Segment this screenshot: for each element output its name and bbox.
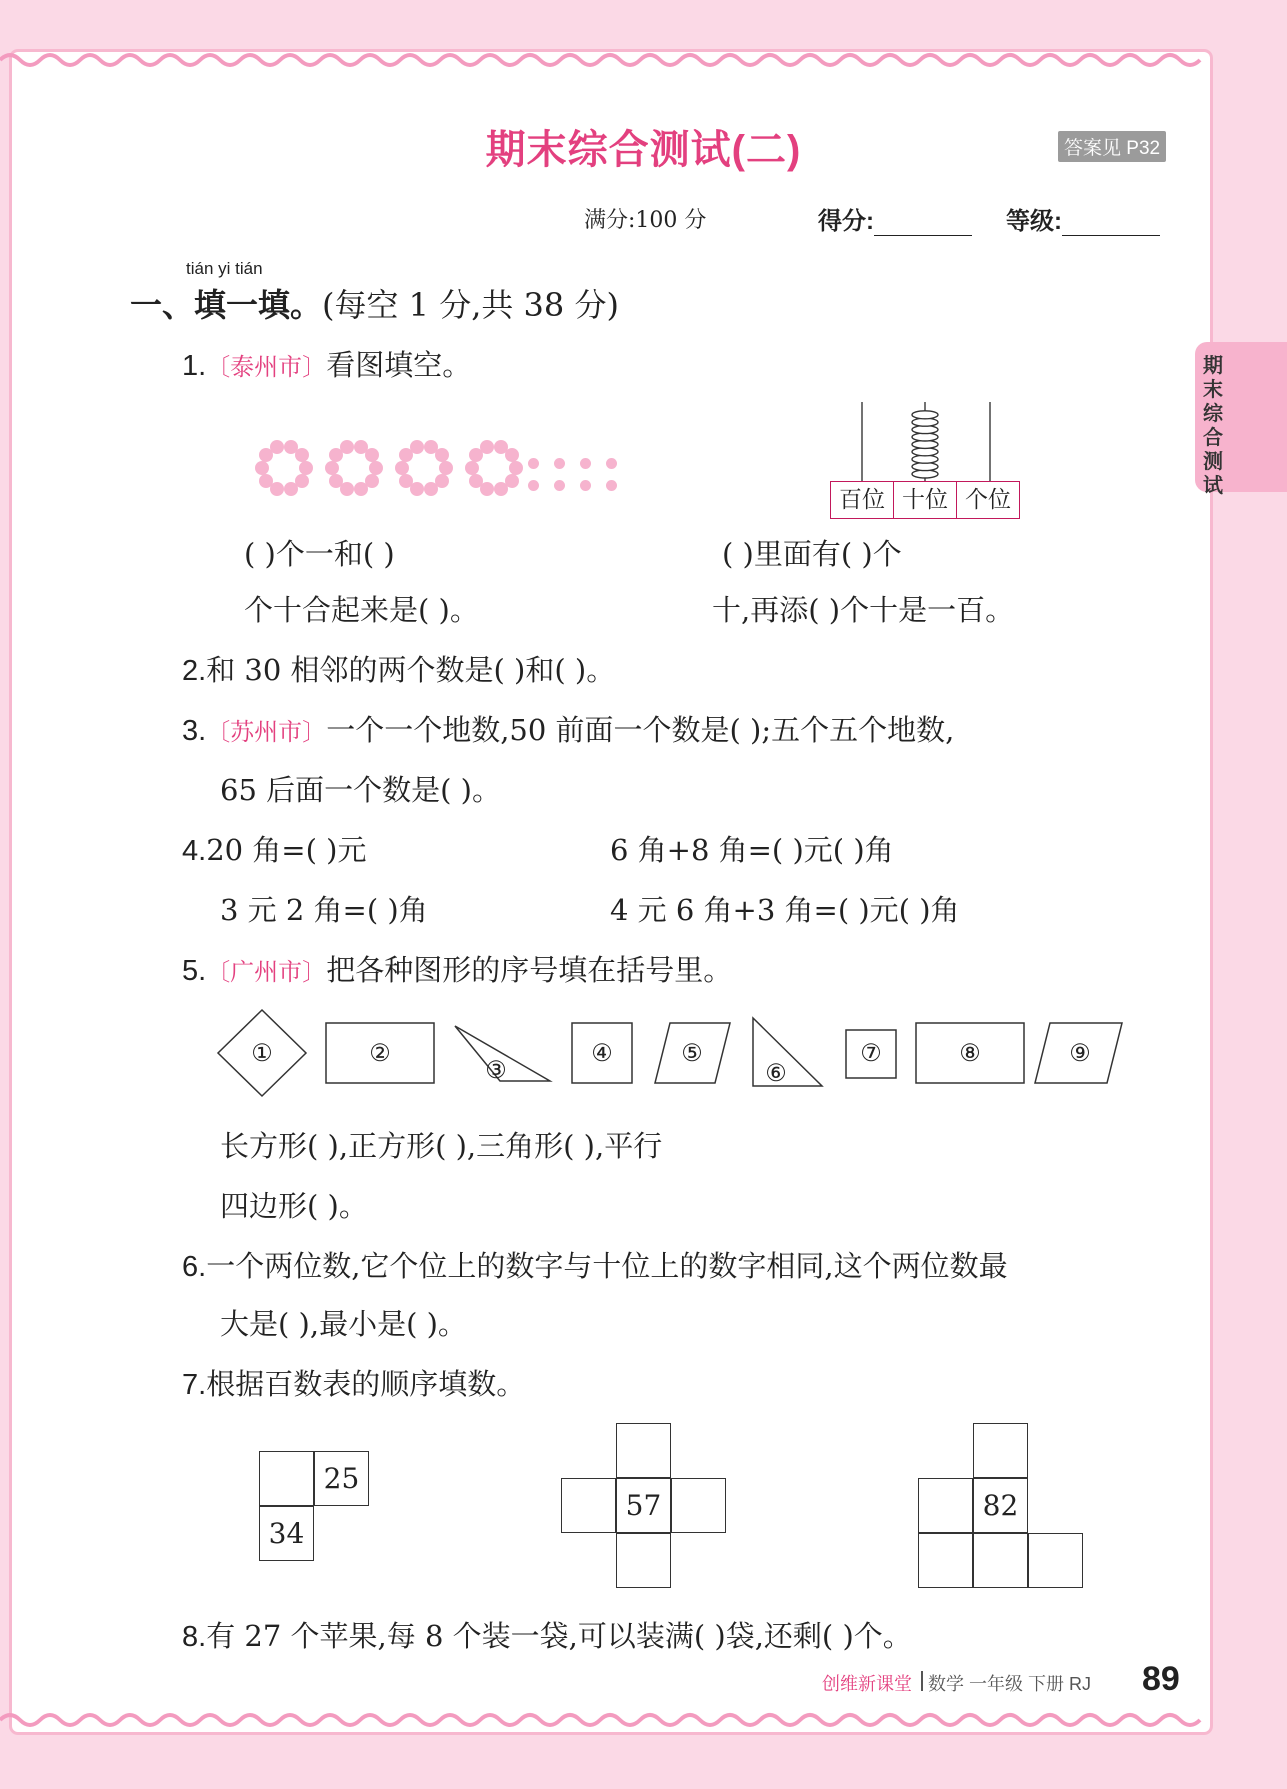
shape-6-triangle <box>753 1018 822 1086</box>
question-8 <box>182 1614 912 1655</box>
bead-loose <box>528 458 539 469</box>
question-5 <box>182 948 732 989</box>
bead-ring-1 <box>295 448 309 462</box>
grid3-cell-bottom-left[interactable] <box>918 1533 973 1588</box>
grid3-cell-bottom-mid[interactable] <box>973 1533 1028 1588</box>
q2-number: 2. <box>182 655 207 687</box>
bead-loose <box>580 458 591 469</box>
bead-ring-3 <box>395 461 409 475</box>
q5-number: 5. <box>182 955 207 987</box>
q6-number: 6. <box>182 1251 207 1283</box>
q7-text: 根据百数表的顺序填数。 <box>206 1367 526 1401</box>
grid2-cell-57: 57 <box>616 1478 671 1533</box>
q4-part-a: 20 角=( )元 <box>206 833 367 867</box>
shape-label-9: ⑨ <box>1069 1039 1091 1067</box>
score-label: 得分: <box>818 208 874 235</box>
bead-loose <box>606 458 617 469</box>
question-6 <box>182 1244 1008 1285</box>
q2-text: 和 30 相邻的两个数是( )和( )。 <box>206 653 616 687</box>
full-score-label: 满分:100 分 <box>584 208 707 233</box>
bead-ring-2 <box>325 461 339 475</box>
q3-city-tag: 〔苏州市〕 <box>206 718 327 746</box>
section-heading <box>130 280 619 326</box>
q1-left-line-1: ( )个一和( ) <box>244 537 395 571</box>
bottom-wave-border <box>0 1700 1287 1740</box>
q4-part-d: 4 元 6 角+3 角=( )元( )角 <box>610 893 960 927</box>
footer-brand: 创维新课堂 <box>822 1674 912 1694</box>
q1-city-tag: 〔泰州市〕 <box>206 353 327 381</box>
grade-label: 等级: <box>1006 208 1062 235</box>
section-note: (每空 1 分,共 38 分) <box>322 286 619 324</box>
q4-number: 4. <box>182 835 207 867</box>
q1-left-line-2: 个十合起来是( )。 <box>244 593 479 627</box>
shape-label-6: ⑥ <box>765 1059 787 1087</box>
question-7 <box>182 1362 525 1403</box>
abacus-figure <box>826 398 1026 488</box>
q8-text: 有 27 个苹果,每 8 个装一袋,可以装满( )袋,还剩( )个。 <box>206 1619 912 1653</box>
q5-text: 把各种图形的序号填在括号里。 <box>326 953 733 987</box>
q6-text-line-2: 大是( ),最小是( )。 <box>220 1307 467 1341</box>
shape-label-4: ④ <box>591 1039 613 1067</box>
bead-loose <box>606 480 617 491</box>
shape-label-1: ① <box>251 1039 273 1067</box>
shape-label-8: ⑧ <box>959 1039 981 1067</box>
q1-text: 看图填空。 <box>326 348 472 382</box>
shape-label-3: ③ <box>485 1056 507 1084</box>
q1-right-line-1: ( )里面有( )个 <box>722 537 902 571</box>
abacus-tens-label: 十位 <box>893 481 957 519</box>
bead-loose <box>580 480 591 491</box>
bead-loose <box>528 480 539 491</box>
abacus-bead <box>912 411 938 419</box>
footer-info: 数学 一年级 下册 RJ <box>928 1674 1092 1694</box>
bead-ring-1 <box>259 474 273 488</box>
q5-answer-line-2: 四边形( )。 <box>220 1189 368 1223</box>
score-blank[interactable] <box>874 213 972 236</box>
grid1-cell-25: 25 <box>314 1451 369 1506</box>
grid2-cell-right[interactable] <box>671 1478 726 1533</box>
bead-ring-2 <box>354 482 368 496</box>
bead-ring-4 <box>505 448 519 462</box>
bead-ring-2 <box>365 448 379 462</box>
section-title: 一、填一填。 <box>130 287 323 323</box>
page-number: 89 <box>1142 1660 1180 1698</box>
grid2-cell-top[interactable] <box>616 1423 671 1478</box>
q5-city-tag: 〔广州市〕 <box>206 958 327 986</box>
question-2 <box>182 648 615 689</box>
bead-ring-1 <box>255 461 269 475</box>
grid1-cell-blank[interactable] <box>259 1451 314 1506</box>
grade-blank[interactable] <box>1062 213 1160 236</box>
shape-label-7: ⑦ <box>860 1039 882 1067</box>
shape-label-5: ⑤ <box>681 1039 703 1067</box>
bead-ring-3 <box>439 461 453 475</box>
side-tab-label: 期末综合测试 <box>1203 355 1223 497</box>
bead-loose <box>554 480 565 491</box>
question-1 <box>182 343 471 384</box>
page-title: 期末综合测试(二) <box>485 128 802 172</box>
q5-answer-line-1: 长方形( ),正方形( ),三角形( ),平行 <box>220 1129 663 1163</box>
grid2-cell-bottom[interactable] <box>616 1533 671 1588</box>
bead-ring-3 <box>435 448 449 462</box>
question-3 <box>182 708 954 749</box>
bead-ring-3 <box>399 474 413 488</box>
bead-ring-4 <box>469 474 483 488</box>
q1-number: 1. <box>182 350 207 382</box>
shapes-figure <box>210 1006 1130 1116</box>
top-wave-border <box>0 40 1287 80</box>
bead-ring-3 <box>424 482 438 496</box>
q3-text: 一个一个地数,50 前面一个数是( );五个五个地数, <box>326 713 955 747</box>
bead-ring-1 <box>299 461 313 475</box>
q4-part-c: 3 元 2 角=( )角 <box>220 893 428 927</box>
grid3-cell-82: 82 <box>973 1478 1028 1533</box>
bead-ring-4 <box>509 461 523 475</box>
grade-field[interactable] <box>1006 201 1160 236</box>
q3-text-line-2: 65 后面一个数是( )。 <box>220 773 501 807</box>
q1-right-line-2: 十,再添( )个十是一百。 <box>712 593 1015 627</box>
q6-text: 一个两位数,它个位上的数字与十位上的数字相同,这个两位数最 <box>206 1249 1008 1283</box>
abacus-ones-label: 个位 <box>956 481 1020 519</box>
footer-divider <box>921 1671 923 1691</box>
grid2-cell-left[interactable] <box>561 1478 616 1533</box>
bead-ring-4 <box>465 461 479 475</box>
answer-reference-badge: 答案见 P32 <box>1058 131 1166 162</box>
q7-number: 7. <box>182 1369 207 1401</box>
question-4 <box>182 828 366 869</box>
bead-ring-2 <box>329 474 343 488</box>
grid1-cell-34: 34 <box>259 1506 314 1561</box>
q3-number: 3. <box>182 715 207 747</box>
grid3-cell-bottom-right[interactable] <box>1028 1533 1083 1588</box>
score-field[interactable] <box>818 201 972 236</box>
grid3-cell-top[interactable] <box>973 1423 1028 1478</box>
shape-label-2: ② <box>369 1039 391 1067</box>
pinyin-annotation: tián yi tián <box>186 259 263 278</box>
q4-part-b: 6 角+8 角=( )元( )角 <box>610 833 894 867</box>
grid3-cell-left[interactable] <box>918 1478 973 1533</box>
abacus-hundreds-label: 百位 <box>830 481 894 519</box>
bead-ring-4 <box>494 482 508 496</box>
bead-ring-1 <box>284 482 298 496</box>
bead-loose <box>554 458 565 469</box>
bead-ring-2 <box>369 461 383 475</box>
q8-number: 8. <box>182 1621 207 1653</box>
